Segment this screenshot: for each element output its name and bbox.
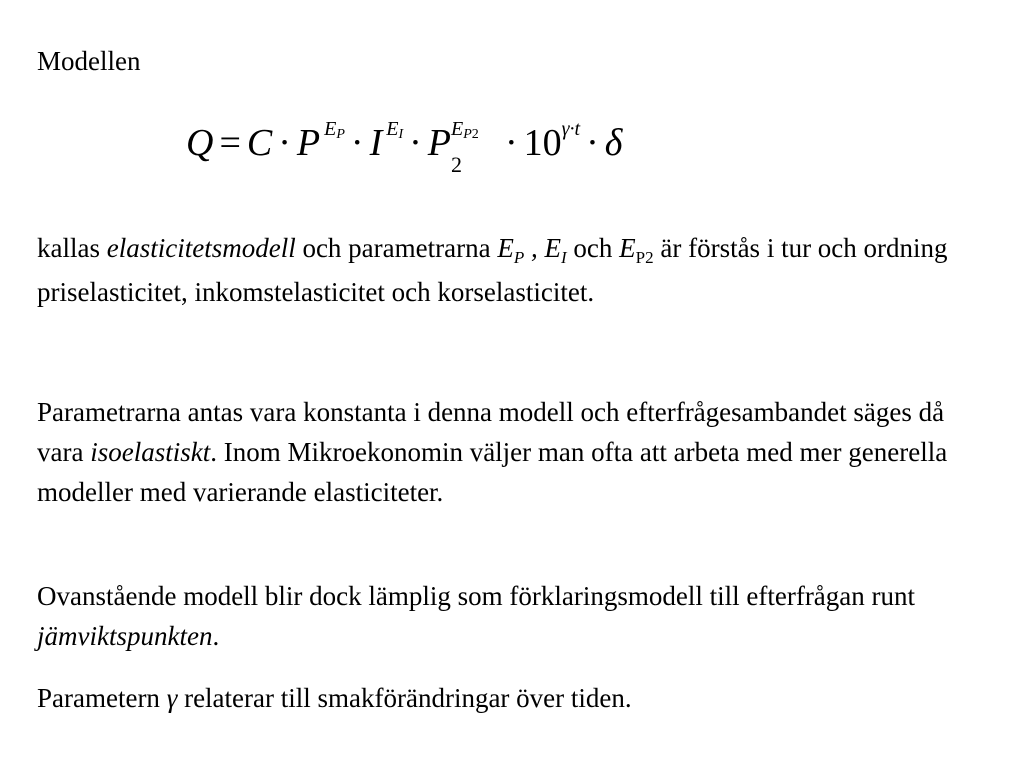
formula-q: Q <box>186 122 214 164</box>
p4-gamma-symbol: γ <box>166 683 178 713</box>
p4-text-a: Parametern <box>37 683 167 713</box>
p2-text-a: Parametrarna antas vara konstanta i denna modell och efterfrågesambandet säges då vara <box>37 397 945 467</box>
formula-dot-3: · <box>409 122 422 164</box>
p1-text-d: är förstås i tur och ordning priselasticitet, inkomstelasticitet och korselasticitet. <box>37 233 948 307</box>
p1-ep2-e: E <box>619 233 636 263</box>
formula-equals: = <box>219 122 241 164</box>
p1-ep-e: E <box>497 233 514 263</box>
p1-och: och <box>566 233 620 263</box>
formula-exp-ep-sub: P <box>336 127 345 142</box>
formula-c: C <box>246 122 273 164</box>
p3-text-c: . <box>212 621 220 651</box>
formula-exp-ei-e: E <box>386 118 399 140</box>
p1-text-a: kallas <box>37 233 107 263</box>
formula-dot-5: · <box>586 122 599 164</box>
p3-text-a: Ovanstående modell blir dock lämplig som förklaringsmodell till efterfrågan runt <box>37 581 916 611</box>
formula-exp-ei-sub: I <box>398 127 404 142</box>
formula-p: P <box>296 122 321 164</box>
p1-term-elasticitetsmodell: elasticitetsmodell <box>106 233 296 263</box>
slide-heading: Modellen <box>37 46 141 76</box>
p3-term-jamviktspunkten: jämviktspunkten <box>37 621 213 651</box>
formula-p2: P <box>427 122 452 164</box>
formula-exp-ep <box>320 118 345 140</box>
formula-ten: 10 <box>523 122 562 164</box>
formula-delta: δ <box>604 122 623 164</box>
formula-p2-subscript: 2 <box>451 152 463 177</box>
p1-ei-e: E <box>544 233 561 263</box>
p2-text-c: . Inom Mikroekonomin väljer man ofta att arbeta med mer generella modeller med varierande elasticiteter. <box>37 437 948 507</box>
paragraph-gamma <box>37 678 997 718</box>
paragraph-equilibrium <box>37 576 997 656</box>
formula-exp-ei <box>382 118 403 140</box>
p2-term-isoelastiskt: isoelastiskt <box>90 437 211 467</box>
p1-ep-sub: P <box>513 248 525 267</box>
formula-p2-scripts <box>451 118 499 177</box>
formula-exp-gamma-t: γ·t <box>561 118 581 140</box>
paragraph-elasticity-model <box>37 228 997 312</box>
formula-exp-ep2-sub: P <box>463 127 472 142</box>
formula-i: I <box>369 122 383 164</box>
paragraph-isoelastic <box>37 392 997 512</box>
p1-text-c: och parametrarna <box>295 233 498 263</box>
formula-dot-4: · <box>505 122 518 164</box>
formula-exp-ep-e: E <box>324 118 337 140</box>
elasticity-formula <box>186 118 622 177</box>
p1-sep: , <box>524 233 545 263</box>
p1-ei-sub: I <box>560 248 567 267</box>
formula-exp-ep2-e: E <box>451 118 464 140</box>
p4-text-b: relaterar till smakförändringar över tiden. <box>177 683 632 713</box>
formula-exp-ep2-sub2: 2 <box>471 127 479 142</box>
p1-ep2-sub: P2 <box>635 248 654 267</box>
formula-dot-1: · <box>278 122 291 164</box>
formula-dot-2: · <box>350 122 364 164</box>
